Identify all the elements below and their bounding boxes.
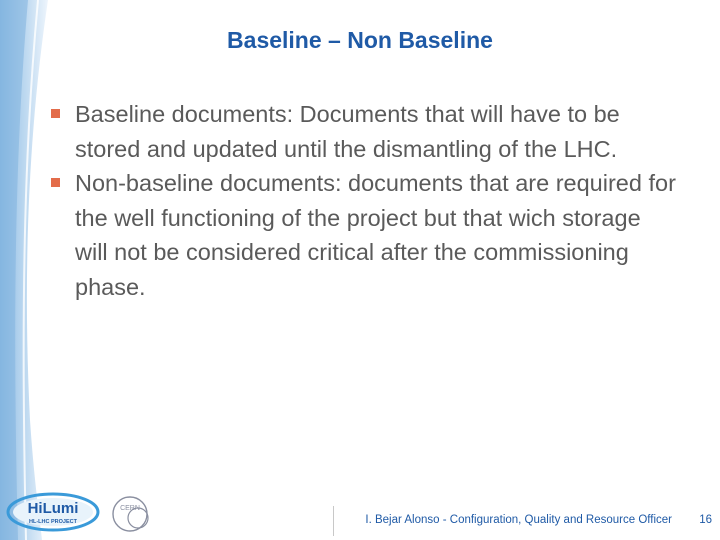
footer-divider: [333, 506, 334, 536]
footer-presenter: I. Bejar Alonso - Configuration, Quality and Resource Officer: [365, 514, 672, 526]
slide-title: Baseline – Non Baseline: [227, 27, 493, 53]
bullet-item-non-baseline: [48, 166, 678, 304]
bullet-list: [48, 97, 678, 304]
hilumi-logo-subtext: HL-LHC PROJECT: [29, 519, 77, 525]
bullet-text: Baseline documents: Documents that will have to be stored and updated until the dismantling of the LHC.: [75, 101, 620, 162]
hilumi-logo: [6, 490, 100, 534]
page-number: 16: [699, 514, 712, 526]
square-bullet-icon: [51, 109, 60, 118]
side-decoration-band: [0, 0, 48, 540]
hilumi-logo-text: HiLumi: [27, 500, 79, 517]
bullet-text: Non-baseline documents: documents that are required for the well functioning of the project but that wich storage will not be considered critical after the commissioning phase.: [75, 170, 676, 300]
bullet-item-baseline: [48, 97, 678, 166]
square-bullet-icon: [51, 178, 60, 187]
cern-logo-text: CERN: [120, 505, 140, 512]
cern-logo: [108, 492, 160, 536]
